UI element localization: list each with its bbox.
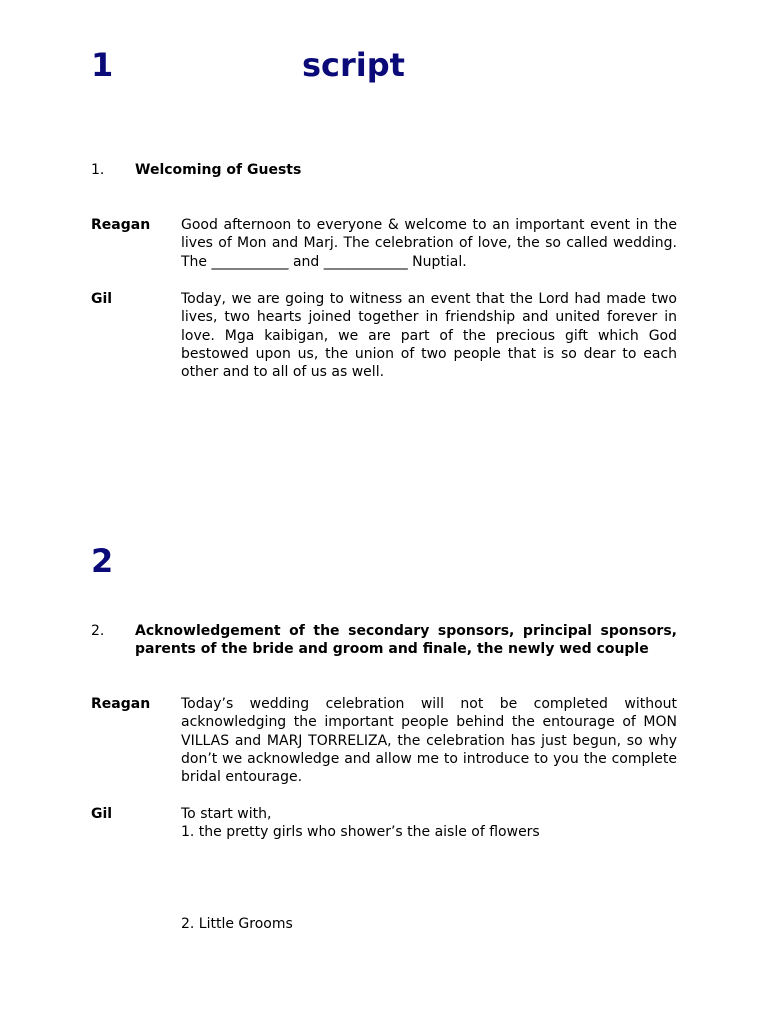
dialogue-text: Good afternoon to everyone & welcome to an important event in the lives of Mon and Marj. The celebration of love, the so called wedding. The ___________ and ____________ Nuptial. <box>181 217 677 270</box>
section-title-text: Welcoming of Guests <box>135 162 302 178</box>
document-title: script <box>302 46 405 84</box>
section-title-text: Acknowledgement of the secondary sponsors, principal sponsors, parents of the bride and groom and finale, the newly wed couple <box>135 623 677 657</box>
dialogue-text: To start with, <box>181 806 272 822</box>
dialogue-text: Today’s wedding celebration will not be completed without acknowledging the important people behind the entourage of MON VILLAS and MARJ TORRELIZA, the celebration has just begun, so why don’t we acknowledge and allow me to introduce to you the complete bridal entourage. <box>181 696 677 786</box>
page-number-heading: 1 <box>91 46 114 84</box>
speaker-name: Gil <box>91 806 113 822</box>
page-number-heading: 2 <box>91 542 114 580</box>
list-item: 2. Little Grooms <box>181 916 293 932</box>
section-number: 2. <box>91 623 105 639</box>
list-item: 1. the pretty girls who shower’s the aisle of flowers <box>181 824 540 840</box>
speaker-name: Reagan <box>91 217 151 233</box>
dialogue-text: Today, we are going to witness an event that the Lord had made two lives, two hearts joined together in friendship and united forever in love. Mga kaibigan, we are part of the precious gift which God bestowed upon us, the union of two people that is so dear to each other and to all of us as well. <box>181 291 677 381</box>
speaker-name: Gil <box>91 291 113 307</box>
speaker-name: Reagan <box>91 696 151 712</box>
section-number: 1. <box>91 162 105 178</box>
